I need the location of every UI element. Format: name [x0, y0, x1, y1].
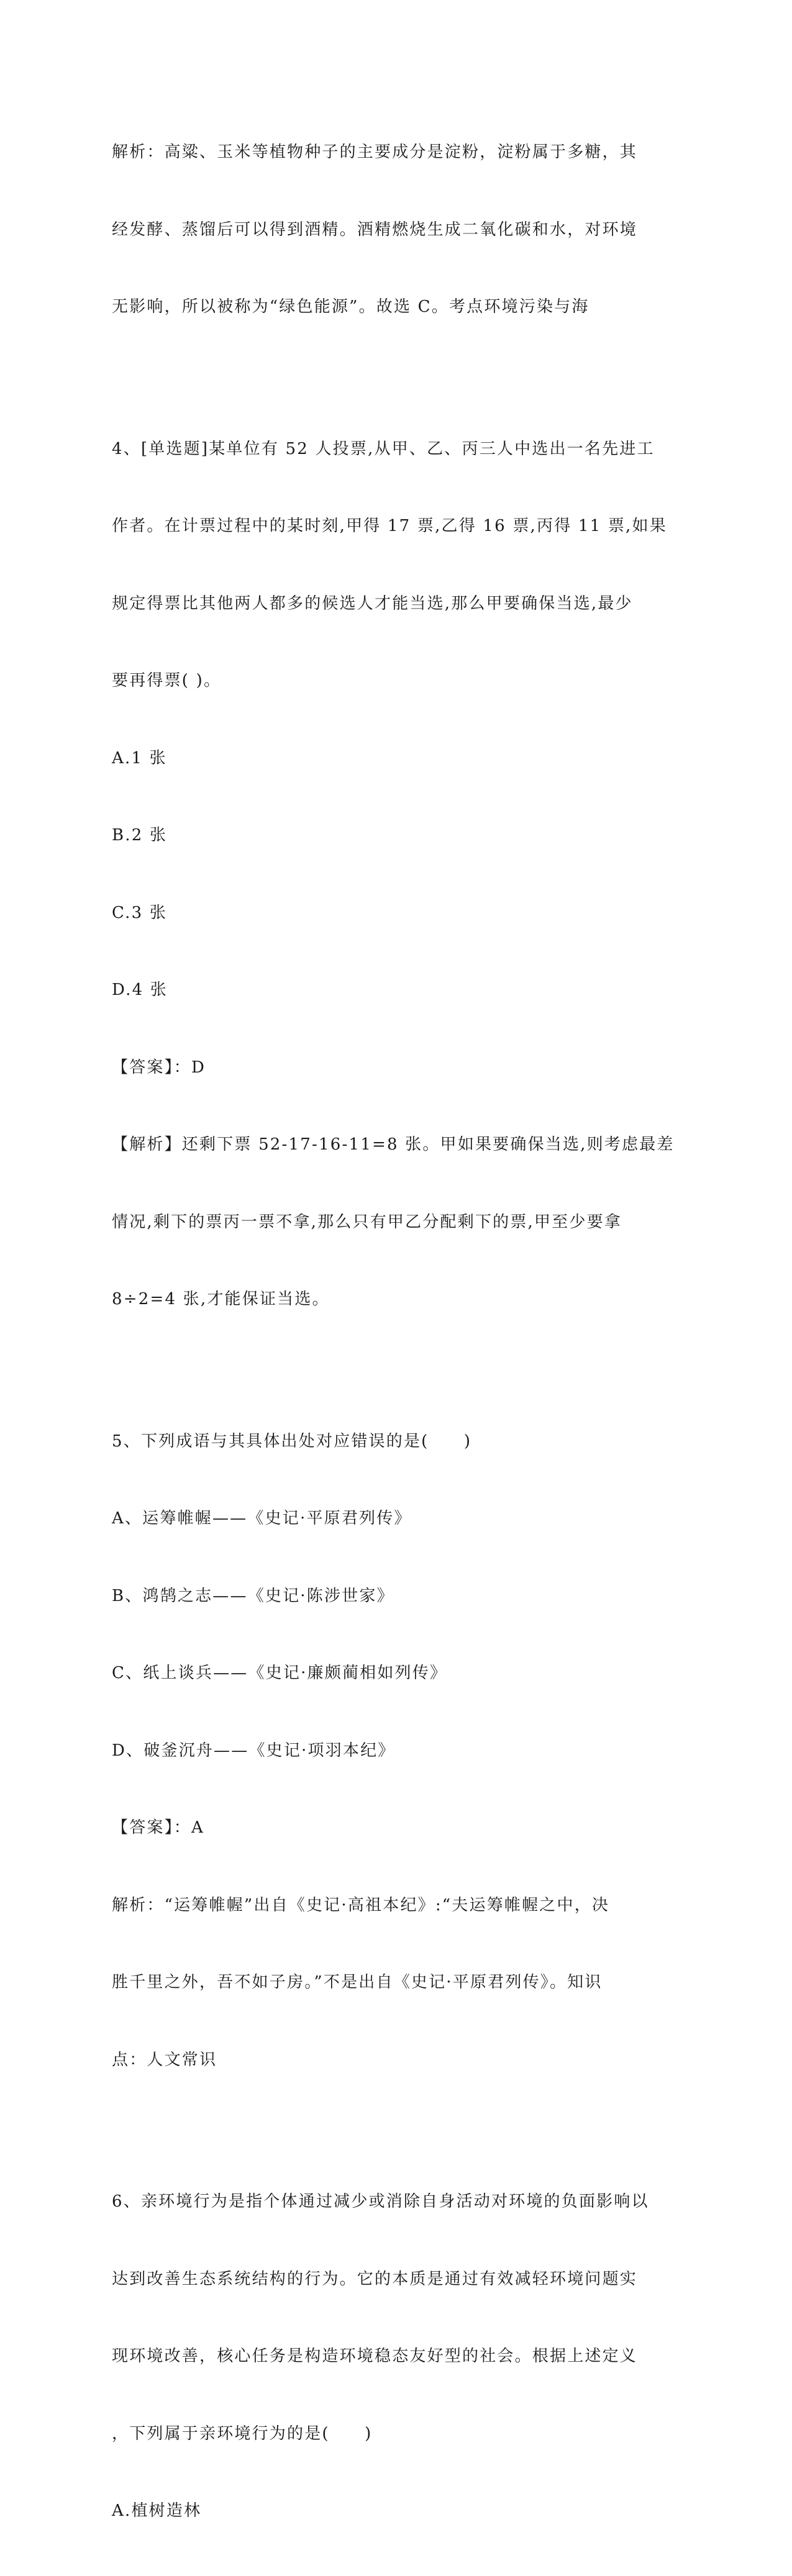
q5-analysis-line: 解析：“运筹帷幄”出自《史记·高祖本纪》:“夫运筹帷幄之中，决: [112, 1895, 610, 1915]
question-6: [112, 2138, 649, 2576]
q3-analysis: [112, 88, 640, 372]
paragraph-gap: [112, 2125, 640, 2138]
q3-analysis-line: 经发酵、蒸馏后可以得到酒精。酒精燃烧生成二氧化碳和水，对环境: [112, 220, 638, 239]
q5-stem-line: 5、下列成语与其具体出处对应错误的是( ): [112, 1431, 472, 1451]
q4-analysis-line: 情况,剩下的票丙一票不拿,那么只有甲乙分配剩下的票,甲至少要拿: [112, 1212, 622, 1231]
q6-stem-line: 达到改善生态系统结构的行为。它的本质是通过有效减轻环境问题实: [112, 2269, 638, 2288]
q6-stem-line: ，下列属于亲环境行为的是( ): [112, 2424, 373, 2443]
q4-stem-line: 规定得票比其他两人都多的候选人才能当选,那么甲要确保当选,最少: [112, 594, 633, 613]
q5-option-c: C、纸上谈兵——《史记·廉颇蔺相如列传》: [112, 1664, 448, 1682]
q4-option-b: B.2 张: [112, 826, 168, 845]
q4-option-c: C.3 张: [112, 903, 168, 922]
q6-stem-line: 6、亲环境行为是指个体通过减少或消除自身活动对环境的负面影响以: [112, 2192, 649, 2211]
document-page: [112, 88, 675, 2576]
q5-option-b: B、鸿鹄之志——《史记·陈涉世家》: [112, 1586, 394, 1605]
q4-analysis-line: 【解析】还剩下票 52-17-16-11=8 张。甲如果要确保当选,则考虑最差: [112, 1135, 675, 1154]
q5-option-d: D、破釜沉舟——《史记·项羽本纪》: [112, 1741, 396, 1760]
paragraph-gap: [112, 1364, 640, 1377]
question-4: [112, 385, 675, 1364]
q4-stem-line: 要再得票( )。: [112, 671, 222, 690]
paragraph-gap: [112, 372, 640, 385]
q4-stem-line: 作者。在计票过程中的某时刻,甲得 17 票,乙得 16 票,丙得 11 票,如果: [112, 517, 667, 535]
q5-analysis-line: 胜千里之外，吾不如子房。”不是出自《史记·平原君列传》。知识: [112, 1973, 603, 1992]
q6-option-a: A.植树造林: [112, 2501, 202, 2520]
q3-analysis-line: 无影响，所以被称为“绿色能源”。故选 C。考点环境污染与海: [112, 297, 589, 316]
q6-stem-line: 现环境改善，核心任务是构造环境稳态友好型的社会。根据上述定义: [112, 2347, 638, 2365]
question-5: [112, 1377, 640, 2125]
q4-answer: 【答案】：D: [112, 1058, 206, 1077]
q4-stem-line: 4、[单选题]某单位有 52 人投票,从甲、乙、丙三人中选出一名先进工: [112, 439, 655, 458]
q4-option-d: D.4 张: [112, 981, 168, 999]
q5-answer: 【答案】：A: [112, 1818, 204, 1837]
q4-option-a: A.1 张: [112, 748, 167, 768]
q5-analysis-line: 点：人文常识: [112, 2050, 217, 2069]
q3-analysis-line: 解析：高粱、玉米等植物种子的主要成分是淀粉，淀粉属于多糖，其: [112, 143, 638, 161]
q5-option-a: A、运筹帷幄——《史记·平原君列传》: [112, 1509, 412, 1528]
q4-analysis-line: 8÷2=4 张,才能保证当选。: [112, 1290, 330, 1308]
